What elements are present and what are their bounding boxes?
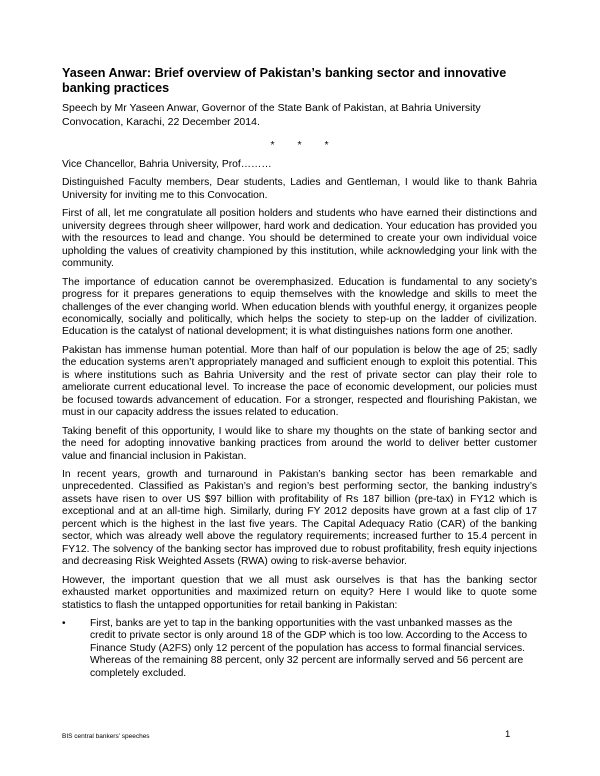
bullet-text: First, banks are yet to tap in the banking opportunities with the vast unbanked masses as the credit to private sector is only around 18 of the GDP which is too low. According to the Access to Finance Study (A2FS) only 12 percent of the population has access to formal financial services. Whereas of the remaining 88 percent, only 32 percent are informally served and 56 percent are completely excluded. (90, 617, 528, 679)
paragraph: Distinguished Faculty members, Dear students, Ladies and Gentleman, I would like to thank Bahria University for inviting me to this Convocation. (62, 177, 537, 201)
paragraph: The importance of education cannot be overemphasized. Education is fundamental to any society’s progress for it prepares generations to equip themselves with the knowledge and skills to meet the challenges of the ever changing world. When education blends with youthful energy, it organizes people economically, socially and politically, which helps the society to step-up on the ladder of civilization. Education is the catalyst of national development; it is what distinguishes nations form one another. (62, 276, 537, 338)
paragraph: Pakistan has immense human potential. More than half of our population is below the age of 25; sadly the education systems aren’t appropriately managed and sufficient enough to exploit this potential. This is where institutions such as Bahria University and the rest of private sector can play their role to ameliorate current educational level. To increase the pace of economic development, our policies must be focused towards advancement of education. For a stronger, respected and flourishing Pakistan, we must in our capacity address the issues related to education. (62, 344, 537, 419)
paragraph: However, the important question that we all must ask ourselves is that has the banking sector exhausted market opportunities and maximized return on equity? Here I would like to quote some statistics to flash the untapped opportunities for retail banking in Pakistan: (62, 574, 537, 611)
bullet-list-item (62, 618, 537, 680)
paragraph: Taking benefit of this opportunity, I would like to share my thoughts on the state of banking sector and the need for adopting innovative banking practices from around the world to deliver better customer value and financial inclusion in Pakistan. (62, 425, 537, 462)
page-number: 1 (505, 729, 511, 740)
section-separator: * * * (270, 139, 339, 151)
paragraph: In recent years, growth and turnaround in Pakistan’s banking sector has been remarkable and unprecedented. Classified as Pakistan’s and region’s best performing sector, the banking industry’s assets have risen to over US $97 billion with profitability of Rs 187 billion (pre-tax) in FY12 which is exceptional and at an all-time high. Similarly, during FY 2012 deposits have grown at a fast clip of 17 percent which is the highest in the last five years. The Capital Adequacy Ratio (CAR) of the banking sector, which was already well above the regulatory requirements; increased further to 15.4 percent in FY12. The solvency of the banking sector has improved due to robust profitability, fresh equity injections and decreasing Risk Weighted Assets (RWA) owing to risk-averse behavior. (62, 468, 537, 568)
document-subtitle: Speech by Mr Yaseen Anwar, Governor of the State Bank of Pakistan, at Bahria University Convocation, Karachi, 22 December 2014. (62, 102, 481, 128)
document-title: Yaseen Anwar: Brief overview of Pakistan’s banking sector and innovative banking practices (62, 66, 507, 95)
paragraph-salutation: Vice Chancellor, Bahria University, Prof……… (62, 159, 272, 170)
document-body (62, 66, 537, 686)
bullet-icon: • (62, 617, 66, 629)
footer-source: BIS central bankers’ speeches (62, 733, 150, 740)
paragraph: First of all, let me congratulate all position holders and students who have earned their distinctions and university degrees through sheer willpower, hard work and dedication. Your education has provided you with the resources to lead and change. You should be determined to create your own individual voice upholding the values of creativity championed by this institution, while acknowledging your link with the community. (62, 208, 537, 270)
